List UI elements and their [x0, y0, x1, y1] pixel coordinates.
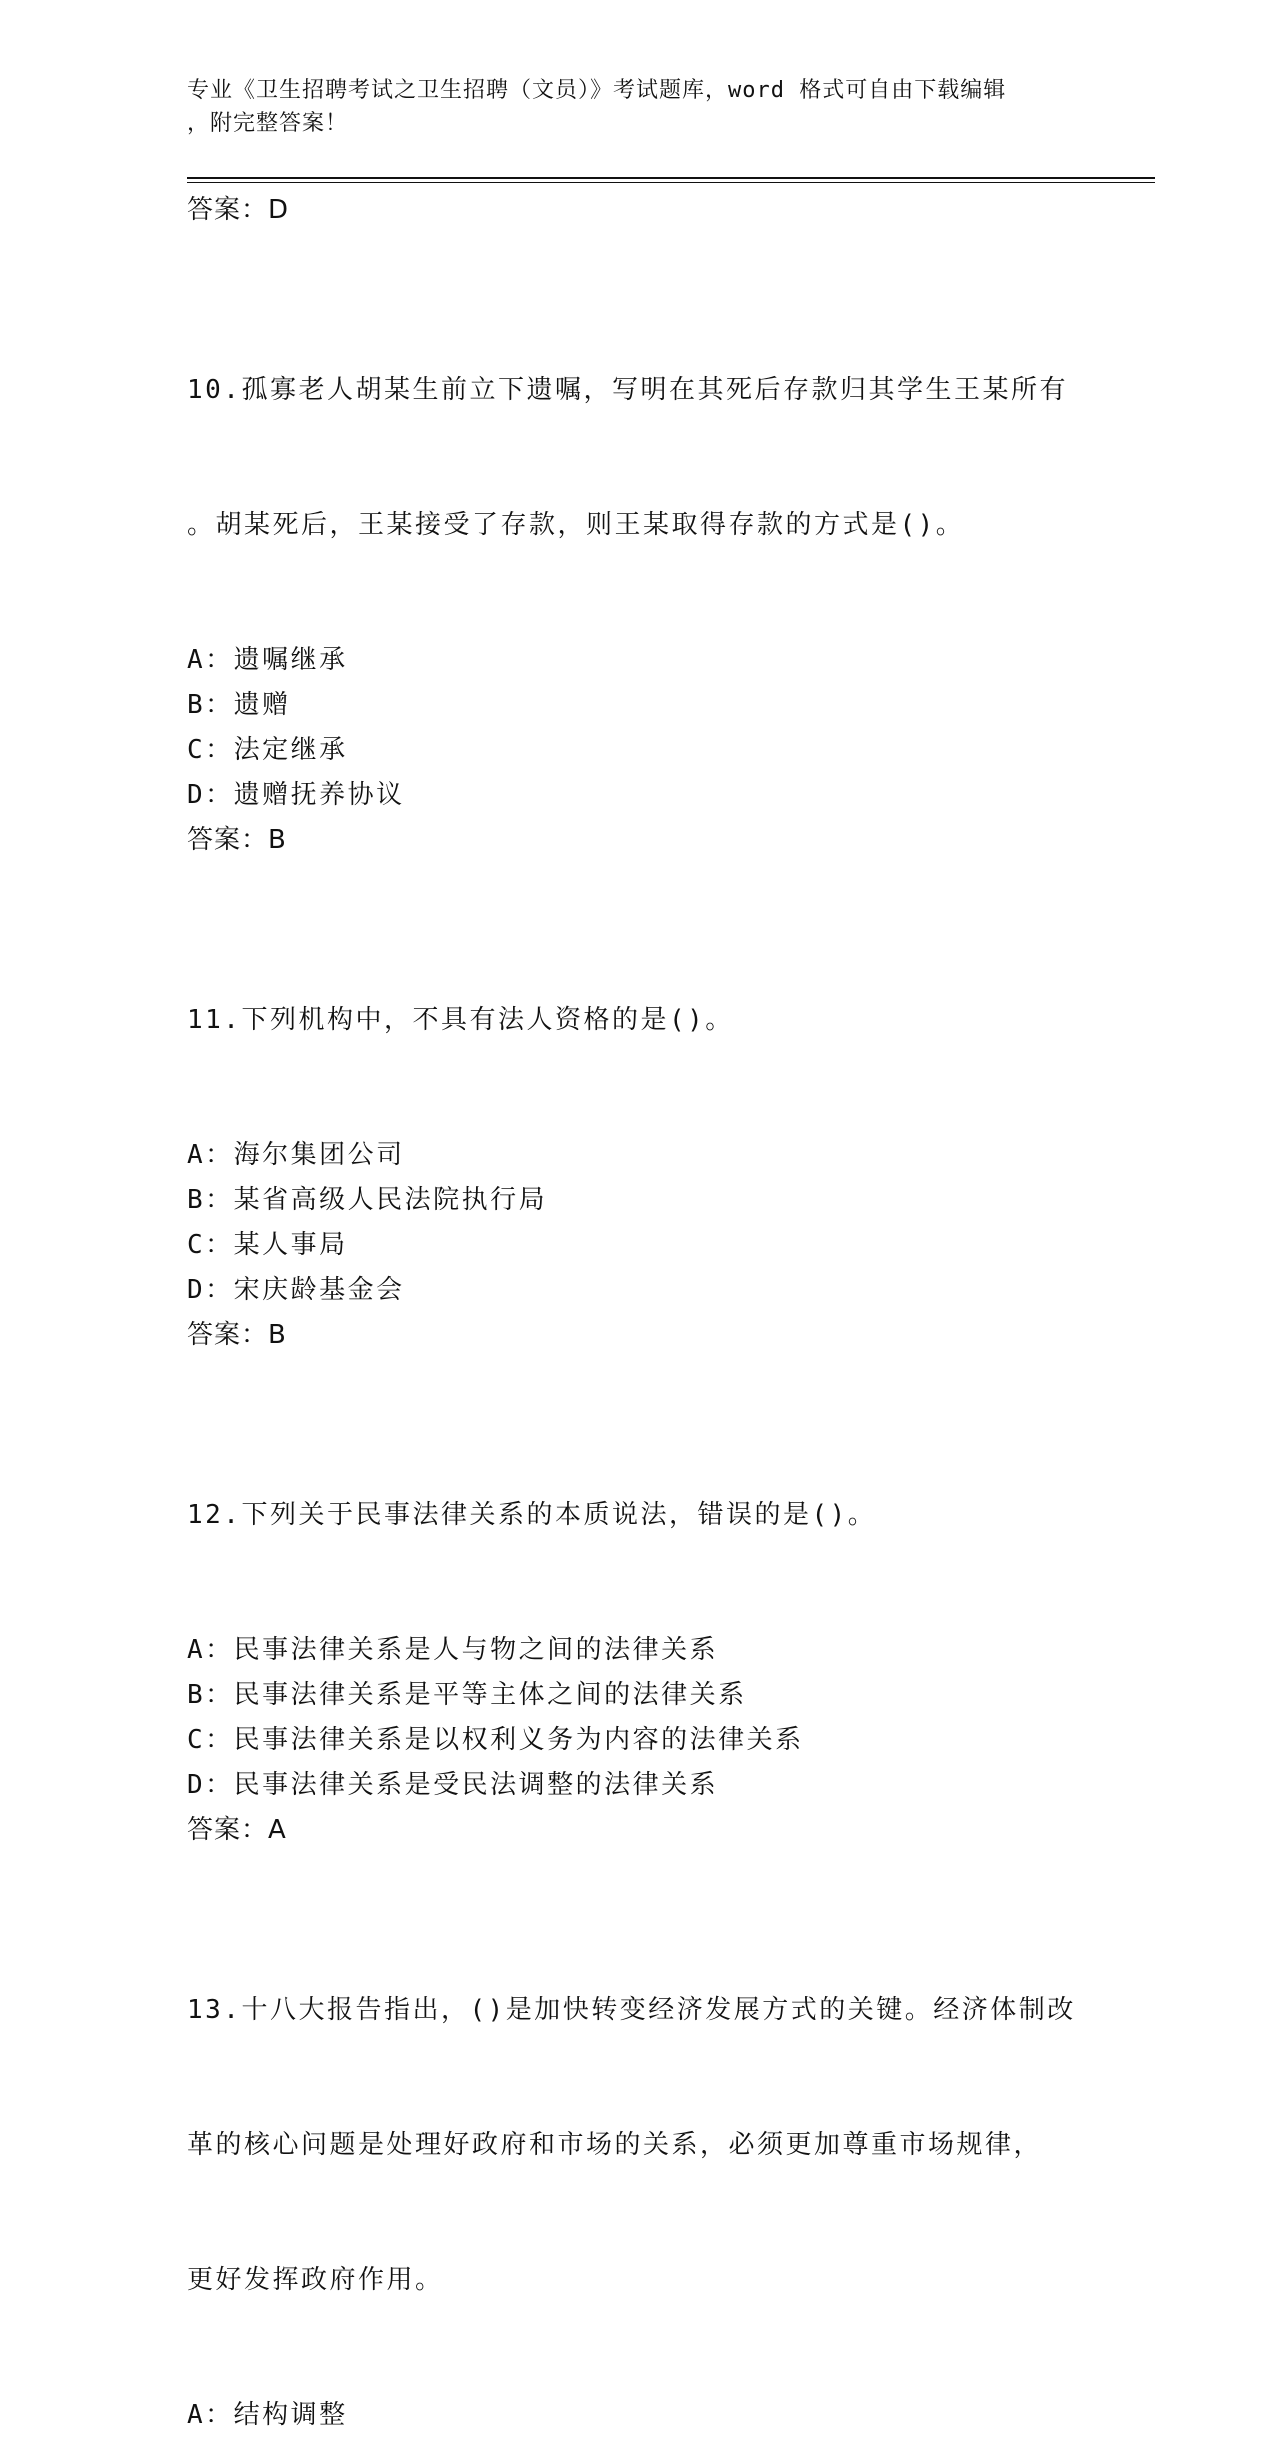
option-a: A：民事法律关系是人与物之间的法律关系 [187, 1635, 719, 1665]
option-d: D：宋庆龄基金会 [187, 1275, 405, 1305]
question-text [187, 1898, 1087, 2393]
header-divider-thin [187, 182, 1155, 183]
option-a: A：海尔集团公司 [187, 1140, 405, 1170]
question-block [187, 1898, 1087, 2438]
header-line-1: 专业《卫生招聘考试之卫生招聘（文员）》考试题库，word 格式可自由下载编辑 [187, 78, 1007, 103]
question-block [187, 278, 1087, 863]
option-d: D：遗赠抚养协议 [187, 780, 405, 810]
answer-line: 答案：A [187, 1815, 287, 1845]
question-line: 11.下列机构中，不具有法人资格的是()。 [187, 1005, 734, 1035]
header-divider-thick [187, 177, 1155, 179]
question-block [187, 1403, 1087, 1853]
question-block [187, 908, 1087, 1358]
question-text [187, 908, 1087, 1133]
question-line: 更好发挥政府作用。 [187, 2265, 444, 2295]
option-c: C：法定继承 [187, 735, 348, 765]
spacer [187, 233, 1087, 278]
answer-line: 答案：B [187, 1320, 287, 1350]
option-c: C：民事法律关系是以权利义务为内容的法律关系 [187, 1725, 804, 1755]
option-d: D：民事法律关系是受民法调整的法律关系 [187, 1770, 719, 1800]
spacer [187, 1358, 1087, 1403]
question-line: 13.十八大报告指出，()是加快转变经济发展方式的关键。经济体制改 [187, 1995, 1076, 2025]
question-text [187, 1403, 1087, 1628]
page-header [187, 74, 1067, 140]
spacer [187, 863, 1087, 908]
header-line-2: ，附完整答案！ [187, 111, 349, 136]
question-line: 12.下列关于民事法律关系的本质说法，错误的是()。 [187, 1500, 877, 1530]
option-b: B：某省高级人民法院执行局 [187, 1185, 548, 1215]
spacer [187, 1853, 1087, 1898]
answer-line: 答案：D [187, 195, 290, 225]
option-b: B：民事法律关系是平等主体之间的法律关系 [187, 1680, 747, 1710]
option-c: C：某人事局 [187, 1230, 348, 1260]
question-text [187, 278, 1087, 638]
option-a: A：遗嘱继承 [187, 645, 348, 675]
question-line: 10.孤寡老人胡某生前立下遗嘱，写明在其死后存款归其学生王某所有 [187, 375, 1068, 405]
option-a: A：结构调整 [187, 2400, 348, 2430]
option-b: B：遗赠 [187, 690, 291, 720]
answer-line: 答案：B [187, 825, 287, 855]
question-line: 。胡某死后，王某接受了存款，则王某取得存款的方式是()。 [187, 510, 965, 540]
question-list [187, 188, 1087, 2438]
question-line: 革的核心问题是处理好政府和市场的关系，必须更加尊重市场规律， [187, 2130, 1043, 2160]
